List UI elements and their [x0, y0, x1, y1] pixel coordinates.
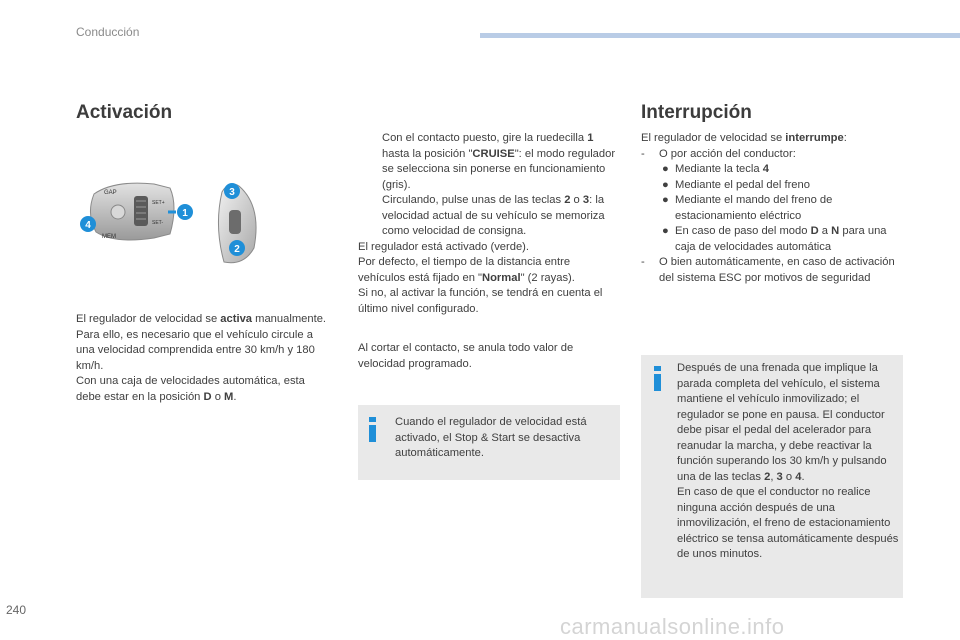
activation-intro — [76, 312, 330, 405]
interruption-list — [641, 131, 903, 286]
svg-text:1: 1 — [182, 208, 188, 219]
lever-button — [111, 205, 125, 219]
activation-title: Activación — [76, 102, 173, 123]
svg-text:2: 2 — [234, 244, 240, 255]
driver-action-item: - O por acción del conductor: — [641, 147, 796, 160]
watermark: carmanualsonline.info — [560, 614, 785, 639]
info-icon — [369, 417, 377, 442]
auto-hold-info-text — [677, 361, 899, 563]
step-2: Circulando, pulse unas de las teclas 2 o 3: la velocidad actual de su vehículo se memoriza como velocidad de consigna. — [382, 194, 605, 237]
gap-label: GAP — [104, 190, 117, 196]
default-distance-text: Por defecto, el tiempo de la distancia entre vehículos está fijado en "Normal" (2 rayas). — [358, 256, 575, 284]
key-4-item: ● Mediante la tecla 4 — [662, 163, 769, 175]
interruption-title: Interrupción — [641, 102, 752, 123]
auto-hold-info-box — [641, 355, 903, 598]
automatic-gearbox-paragraph: Con una caja de velocidades automática, esta debe estar en la posición D o M. — [76, 375, 305, 403]
page-number: 240 — [6, 603, 27, 617]
parking-brake-apply-paragraph: En caso de que el conductor no realice ninguna acción después de una inmovilización, el freno de estacionamiento eléctrico se tensa automáticamente después de unos minutos. — [677, 486, 899, 560]
set-plus-label: SET+ — [152, 200, 165, 206]
stop-start-info-box — [358, 405, 620, 480]
last-level-text: Si no, al activar la función, se tendrá en cuenta el último nivel configurado. — [358, 287, 603, 315]
svg-text:4: 4 — [85, 220, 91, 231]
set-minus-label: SET- — [152, 220, 164, 226]
interruption-intro: El regulador de velocidad se interrumpe: — [641, 132, 847, 144]
auto-hold-paragraph: Después de una frenada que implique la parada completa del vehículo, el sistema mantiene el vehículo inmovilizado; el regulador se pone en pausa. El conductor debe pisar el pedal del acelerador para reanudar la marcha, y debe reactivar la función superando los 30 km/h y pulsando una de las teclas 2, 3 o 4. — [677, 362, 887, 483]
info-icon — [654, 366, 662, 391]
header-accent-bar — [480, 33, 960, 38]
mem-label: MEM — [102, 234, 116, 240]
activation-steps — [358, 131, 620, 317]
section-header: Conducción — [76, 25, 140, 39]
gear-change-item: ● En caso de paso del modo D a N para una caja de velocidades automática — [662, 225, 887, 253]
status-active-text: El regulador está activado (verde). — [358, 240, 530, 253]
esc-item: - O bien automáticamente, en caso de activación del sistema ESC por motivos de seguridad — [641, 256, 895, 284]
activation-paragraph: El regulador de velocidad se activa manualmente. Para ello, es necesario que el vehículo circule a una velocidad comprendida entre 30 km/h y 180 km/h. — [76, 313, 327, 372]
ignition-off-text: Al cortar el contacto, se anula todo valor de velocidad programado. — [358, 342, 574, 370]
stop-start-info-text: Cuando el regulador de velocidad está activado, el Stop & Start se desactiva automáticamente. — [395, 416, 587, 459]
svg-text:3: 3 — [229, 187, 235, 198]
step-1: Con el contacto puesto, gire la ruedecilla 1 hasta la posición "CRUISE": el modo regulador se selecciona sin ponerse en funcionamiento (gris). — [382, 132, 616, 191]
cruise-lever-illustration — [74, 166, 264, 276]
parking-brake-item: ● Mediante el mando del freno de estacionamiento eléctrico — [662, 194, 833, 222]
brake-pedal-item: ● Mediante el pedal del freno — [662, 178, 810, 191]
